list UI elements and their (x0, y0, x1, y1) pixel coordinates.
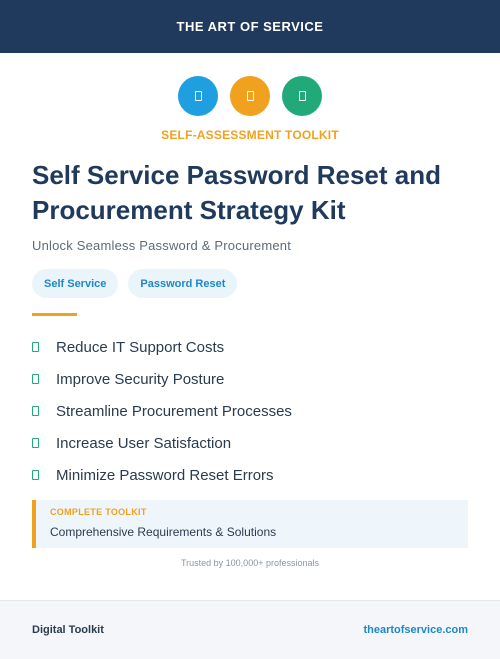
trusted-note: Trusted by 100,000+ professionals (180, 558, 319, 568)
tag-self-service: Self Service (32, 269, 118, 298)
callout-description: Comprehensive Requirements & Solutions (50, 525, 277, 539)
document-icon (230, 76, 270, 116)
check-icon (32, 342, 39, 352)
feature-text: Minimize Password Reset Errors (56, 466, 274, 484)
accent-divider (32, 313, 77, 316)
footer-label: Digital Toolkit (32, 624, 104, 636)
top-banner (0, 0, 500, 53)
feature-item (32, 363, 472, 395)
check-icon (32, 374, 39, 384)
page-title: Self Service Password Reset and Procurement Strategy Kit (32, 160, 441, 225)
tag-list (32, 269, 237, 298)
toolkit-label: SELF-ASSESSMENT TOOLKIT (161, 128, 339, 142)
feature-list (32, 331, 472, 491)
document-icon (282, 76, 322, 116)
banner-title: THE ART OF SERVICE (176, 19, 324, 34)
footer (0, 600, 500, 659)
icon-row (0, 76, 500, 116)
subtitle: Unlock Seamless Password & Procurement (32, 238, 292, 253)
callout-label: COMPLETE TOOLKIT (50, 507, 147, 517)
document-icon (178, 76, 218, 116)
feature-text: Increase User Satisfaction (56, 434, 232, 452)
feature-item (32, 459, 472, 491)
feature-item (32, 331, 472, 363)
feature-item (32, 395, 472, 427)
feature-text: Streamline Procurement Processes (56, 402, 292, 420)
footer-link[interactable]: theartofservice.com (363, 624, 468, 636)
check-icon (32, 406, 39, 416)
feature-text: Improve Security Posture (56, 370, 225, 388)
check-icon (32, 470, 39, 480)
feature-item (32, 427, 472, 459)
toolkit-callout (32, 500, 468, 548)
check-icon (32, 438, 39, 448)
tag-password-reset: Password Reset (128, 269, 237, 298)
feature-text: Reduce IT Support Costs (56, 338, 225, 356)
